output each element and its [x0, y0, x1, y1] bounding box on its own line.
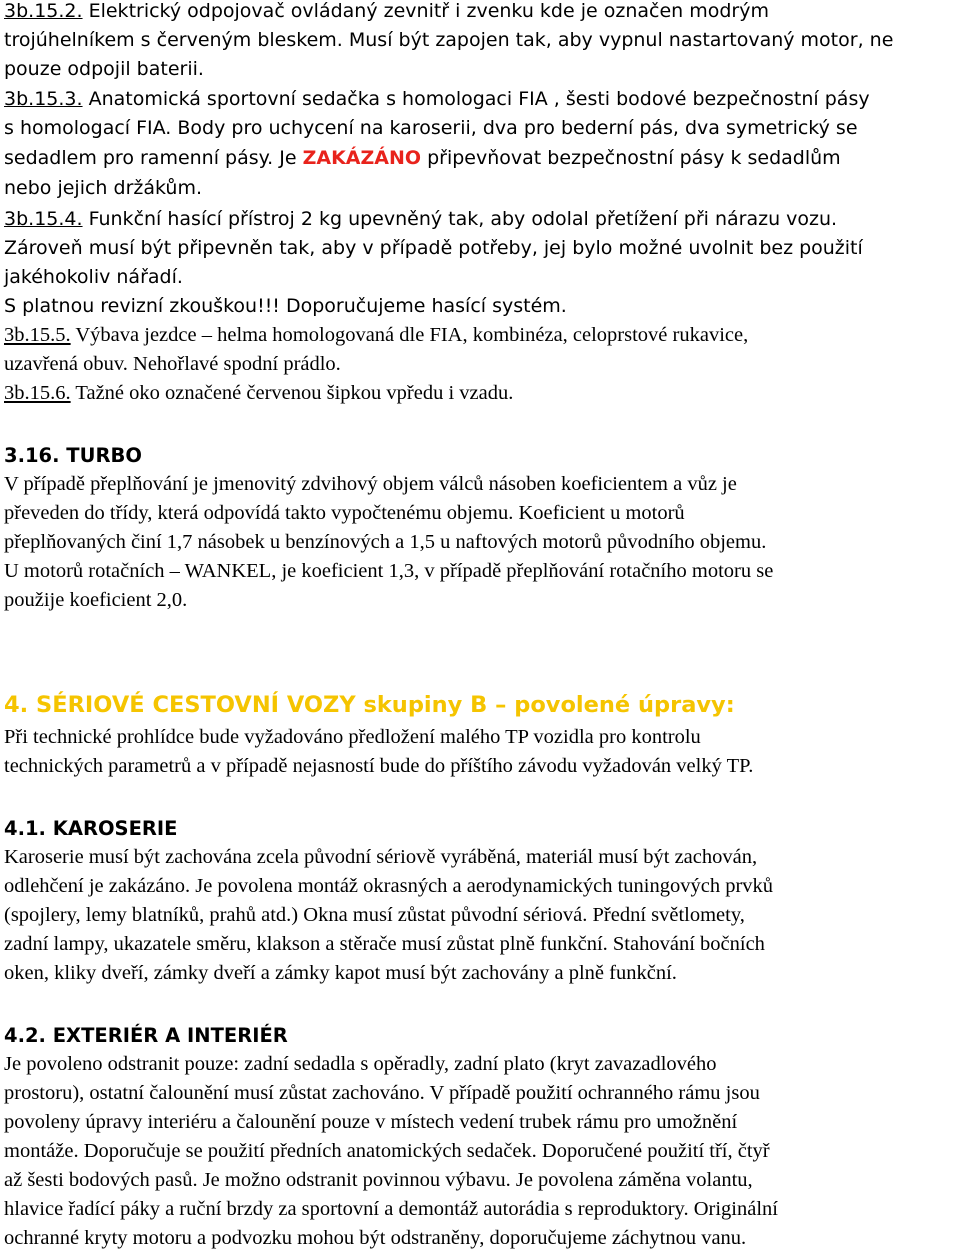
para-3b154-line1: 3b.15.4. Funkční hasící přístroj 2 kg upevněný tak, aby odolal přetížení při nárazu vozu. — [4, 208, 838, 230]
item-number-3b152: 3b.15.2. — [4, 0, 83, 22]
para-3b153-line3: sedadlem pro ramenní pásy. Je ZAKÁZÁNO připevňovat bezpečnostní pásy k sedadlům — [4, 147, 841, 169]
para-3b154-line2: Zároveň musí být připevněn tak, aby v případě potřeby, jej bylo možné uvolnit bez použití — [4, 237, 863, 259]
heading-exterier-interier: 4.2. EXTERIÉR A INTERIÉR — [4, 1024, 288, 1047]
para-karoserie-line5: oken, kliky dveří, zámky dveří a zámky kapot musí být zachovány a plně funkční. — [4, 962, 677, 984]
para-turbo-line5: použije koeficient 2,0. — [4, 589, 188, 611]
para-exterier-line7: ochranné kryty motoru a podvozku mohou být odstraněny, doporučujeme záchytnou vanu. — [4, 1227, 747, 1249]
para-exterier-line5: až šesti bodových pasů. Je možno odstranit povinnou výbavu. Je povolena záměna volantu, — [4, 1169, 753, 1191]
para-section4-line2: technických parametrů a v případě nejasností bude do příštího závodu vyžadován velký TP. — [4, 755, 754, 777]
para-3b152-line1: 3b.15.2. Elektrický odpojovač ovládaný zevnitř i zvenku kde je označen modrým — [4, 0, 769, 22]
para-3b152-line3: pouze odpojil baterii. — [4, 58, 204, 80]
para-exterier-line2: prostoru), ostatní čalounění musí zůstat zachováno. V případě použití ochranného rámu jsou — [4, 1082, 760, 1104]
item-number-3b153: 3b.15.3. — [4, 88, 83, 110]
para-turbo-line3: přeplňovaných činí 1,7 násobek u benzínových a 1,5 u naftových motorů původního objemu. — [4, 531, 767, 553]
para-3b153-line4: nebo jejich držákům. — [4, 177, 203, 199]
para-turbo-line4: U motorů rotačních – WANKEL, je koeficient 1,3, v případě přeplňování rotačního motoru se — [4, 560, 774, 582]
item-number-3b154: 3b.15.4. — [4, 208, 83, 230]
para-3b156-line1: 3b.15.6. Tažné oko označené červenou šipkou vpředu i vzadu. — [4, 382, 514, 404]
para-exterier-line1: Je povoleno odstranit pouze: zadní sedadla s opěradly, zadní plato (kryt zavazadlového — [4, 1053, 717, 1075]
para-turbo-line2: převeden do třídy, která odpovídá takto vypočtenému objemu. Koeficient u motorů — [4, 502, 685, 524]
para-karoserie-line3: (spojlery, lemy blatníků, prahů atd.) Okna musí zůstat původní sériová. Přední světlomety, — [4, 904, 745, 926]
item-number-3b155: 3b.15.5. — [4, 324, 71, 346]
para-exterier-line4: montáže. Doporučuje se použití předních anatomických sedaček. Doporučené použití tří, čtyř — [4, 1140, 770, 1162]
para-3b153-line2: s homologací FIA. Body pro uchycení na karoserii, dva pro bederní pás, dva symetrický se — [4, 117, 858, 139]
para-3b155-line1: 3b.15.5. Výbava jezdce – helma homologovaná dle FIA, kombinéza, celoprstové rukavice, — [4, 324, 749, 346]
para-3b152-line2: trojúhelníkem s červeným bleskem. Musí být zapojen tak, aby vypnul nastartovaný motor, ne — [4, 29, 894, 51]
para-karoserie-line1: Karoserie musí být zachována zcela původní sériově vyráběná, materiál musí být zachován, — [4, 846, 758, 868]
para-turbo-line1: V případě přeplňování je jmenovitý zdvihový objem válců násoben koeficientem a vůz je — [4, 473, 737, 495]
item-number-3b156: 3b.15.6. — [4, 382, 71, 404]
para-karoserie-line4: zadní lampy, ukazatele směru, klakson a stěrače musí zůstat plně funkční. Stahování bočních — [4, 933, 765, 955]
para-exterier-line3: povoleny úpravy interiéru a čalounění pouze v místech vedení trubek rámu pro umožnění — [4, 1111, 738, 1133]
heading-section-4: 4. SÉRIOVÉ CESTOVNÍ VOZY skupiny B – povolené úpravy: — [4, 692, 735, 718]
para-section4-line1: Při technické prohlídce bude vyžadováno předložení malého TP vozidla pro kontrolu — [4, 726, 701, 748]
para-3b153-line1: 3b.15.3. Anatomická sportovní sedačka s homologaci FIA , šesti bodové bezpečnostní pásy — [4, 88, 870, 110]
para-3b154-line3: jakéhokoliv nářadí. — [4, 266, 183, 288]
heading-karoserie: 4.1. KAROSERIE — [4, 817, 178, 840]
forbidden-emphasis: ZAKÁZÁNO — [302, 147, 422, 169]
para-karoserie-line2: odlehčení je zakázáno. Je povolena montáž okrasných a aerodynamických tuningových prvků — [4, 875, 774, 897]
heading-turbo: 3.16. TURBO — [4, 444, 142, 467]
para-exterier-line6: hlavice řadící páky a ruční brzdy za sportovní a demontáž autorádia s reproduktory. Originální — [4, 1198, 778, 1220]
para-3b154-line4: S platnou revizní zkouškou!!! Doporučujeme hasící systém. — [4, 295, 567, 317]
para-3b155-line2: uzavřená obuv. Nehořlavé spodní prádlo. — [4, 353, 341, 375]
